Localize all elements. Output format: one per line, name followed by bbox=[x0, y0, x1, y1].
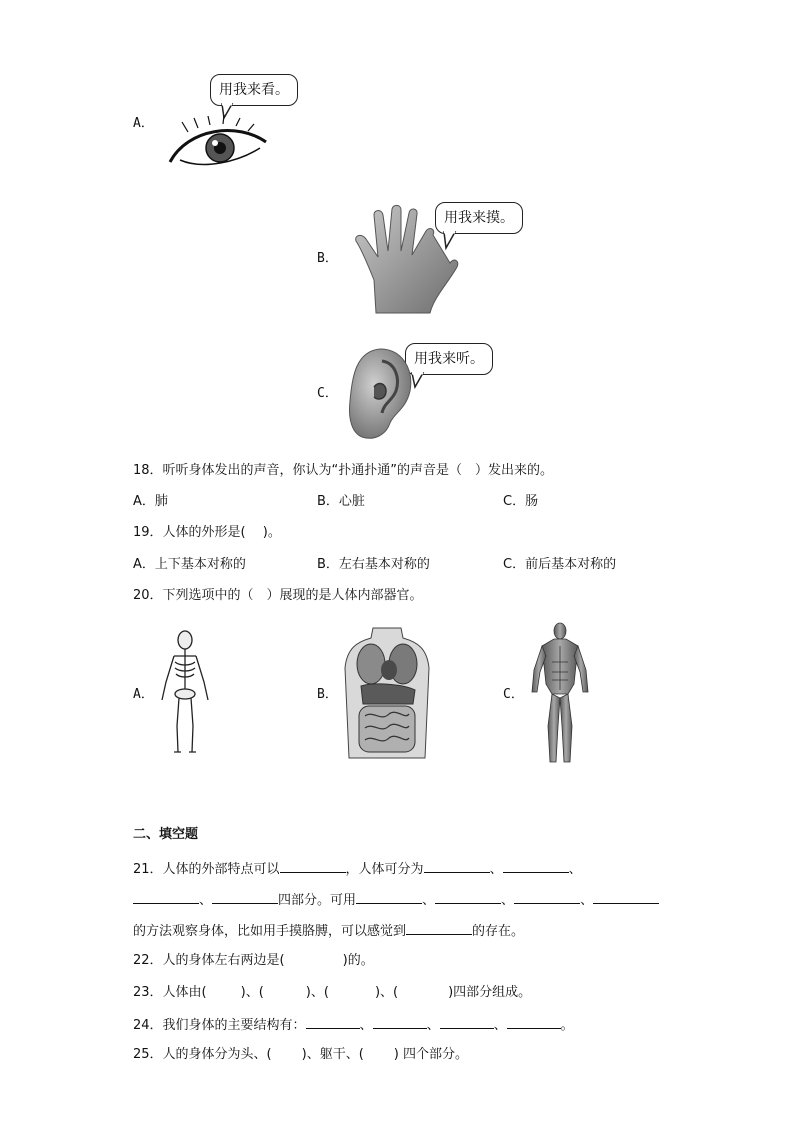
q18-option-a[interactable]: A．肺 bbox=[133, 494, 168, 509]
option-c-label: C． bbox=[317, 386, 338, 401]
q19-option-c[interactable]: C．前后基本对称的 bbox=[503, 557, 617, 572]
internal-organs-icon bbox=[343, 628, 431, 758]
q18-option-c[interactable]: C．肠 bbox=[503, 494, 539, 509]
question-22 bbox=[133, 952, 374, 970]
speech-bubble-eye: 用我来看。 bbox=[210, 74, 298, 106]
option-a-label: A． bbox=[133, 116, 154, 131]
separator: 、 bbox=[359, 1018, 373, 1033]
q21-blank-2[interactable] bbox=[424, 859, 490, 873]
separator: 、 bbox=[422, 893, 436, 908]
q25-text-2: )、躯干、( bbox=[301, 1047, 364, 1062]
question-19-text: 19．人体的外形是( )。 bbox=[133, 525, 281, 540]
separator: 、 bbox=[501, 893, 515, 908]
q24-blank-4[interactable] bbox=[507, 1015, 561, 1029]
q23-text-5: )四部分组成。 bbox=[448, 985, 532, 1000]
question-21-line-1 bbox=[133, 859, 582, 879]
question-20-text: 20．下列选项中的（ ）展现的是人体内部器官。 bbox=[133, 588, 423, 603]
option-b-label: B． bbox=[317, 251, 338, 266]
q21-blank-5[interactable] bbox=[212, 890, 278, 904]
q20-option-a[interactable]: A． bbox=[133, 687, 154, 702]
q23-text-1: 23．人体由( bbox=[133, 985, 207, 1000]
q24-blank-2[interactable] bbox=[373, 1015, 427, 1029]
q24-blank-1[interactable] bbox=[306, 1015, 360, 1029]
q23-text-3: )、( bbox=[305, 985, 329, 1000]
separator: 、 bbox=[580, 893, 594, 908]
q23-text-2: )、( bbox=[240, 985, 264, 1000]
separator: 、 bbox=[493, 1018, 507, 1033]
q18-option-b[interactable]: B．心脏 bbox=[317, 494, 365, 509]
q22-text-2: )的。 bbox=[342, 953, 374, 968]
q23-text-4: )、( bbox=[374, 985, 399, 1000]
bubble-tail-ear bbox=[0, 0, 1, 1]
q25-text-3: ) 四个部分。 bbox=[393, 1047, 468, 1062]
question-25 bbox=[133, 1046, 468, 1064]
q24-blank-3[interactable] bbox=[440, 1015, 494, 1029]
question-18-text: 18．听听身体发出的声音，你认为“扑通扑通”的声音是（ ）发出来的。 bbox=[133, 463, 554, 478]
eye-icon bbox=[168, 118, 268, 170]
q21-blank-6[interactable] bbox=[356, 890, 422, 904]
hand-icon bbox=[354, 205, 462, 315]
muscle-figure-icon bbox=[530, 622, 590, 768]
separator: 、 bbox=[199, 893, 213, 908]
q21-text-1: 21．人体的外部特点可以 bbox=[133, 862, 280, 877]
q21-text-4: 的方法观察身体，比如用手摸胳膊，可以感觉到 bbox=[133, 924, 407, 939]
q21-blank-3[interactable] bbox=[503, 859, 569, 873]
q21-text-3: 四部分。可用 bbox=[278, 893, 357, 908]
section-heading-fill-blank: 二、填空题 bbox=[133, 827, 199, 842]
q20-option-b[interactable]: B． bbox=[317, 687, 338, 702]
separator: 、 bbox=[489, 862, 503, 877]
speech-bubble-hand: 用我来摸。 bbox=[435, 202, 523, 234]
speech-bubble-ear: 用我来听。 bbox=[405, 343, 493, 375]
skeleton-icon bbox=[156, 630, 214, 756]
q21-blank-8[interactable] bbox=[514, 890, 580, 904]
q22-text-1: 22．人的身体左右两边是( bbox=[133, 953, 285, 968]
q21-text-5: 的存在。 bbox=[472, 924, 525, 939]
q21-blank-7[interactable] bbox=[435, 890, 501, 904]
q21-blank-10[interactable] bbox=[406, 921, 472, 935]
q24-end: 。 bbox=[560, 1018, 574, 1033]
q25-text-1: 25．人的身体分为头、( bbox=[133, 1047, 272, 1062]
q21-blank-4[interactable] bbox=[133, 890, 199, 904]
q21-blank-1[interactable] bbox=[280, 859, 346, 873]
question-23 bbox=[133, 984, 531, 1002]
question-21-line-2 bbox=[133, 890, 659, 910]
q21-text-2: ，人体可分为 bbox=[345, 862, 424, 877]
q24-text-1: 24．我们身体的主要结构有： bbox=[133, 1018, 306, 1033]
question-21-line-3 bbox=[133, 921, 524, 941]
question-24 bbox=[133, 1015, 574, 1035]
q20-option-c[interactable]: C． bbox=[503, 687, 524, 702]
separator: 、 bbox=[568, 862, 582, 877]
q19-option-a[interactable]: A．上下基本对称的 bbox=[133, 557, 246, 572]
q19-option-b[interactable]: B．左右基本对称的 bbox=[317, 557, 430, 572]
q21-blank-9[interactable] bbox=[593, 890, 659, 904]
ear-icon bbox=[344, 347, 416, 441]
separator: 、 bbox=[426, 1018, 440, 1033]
